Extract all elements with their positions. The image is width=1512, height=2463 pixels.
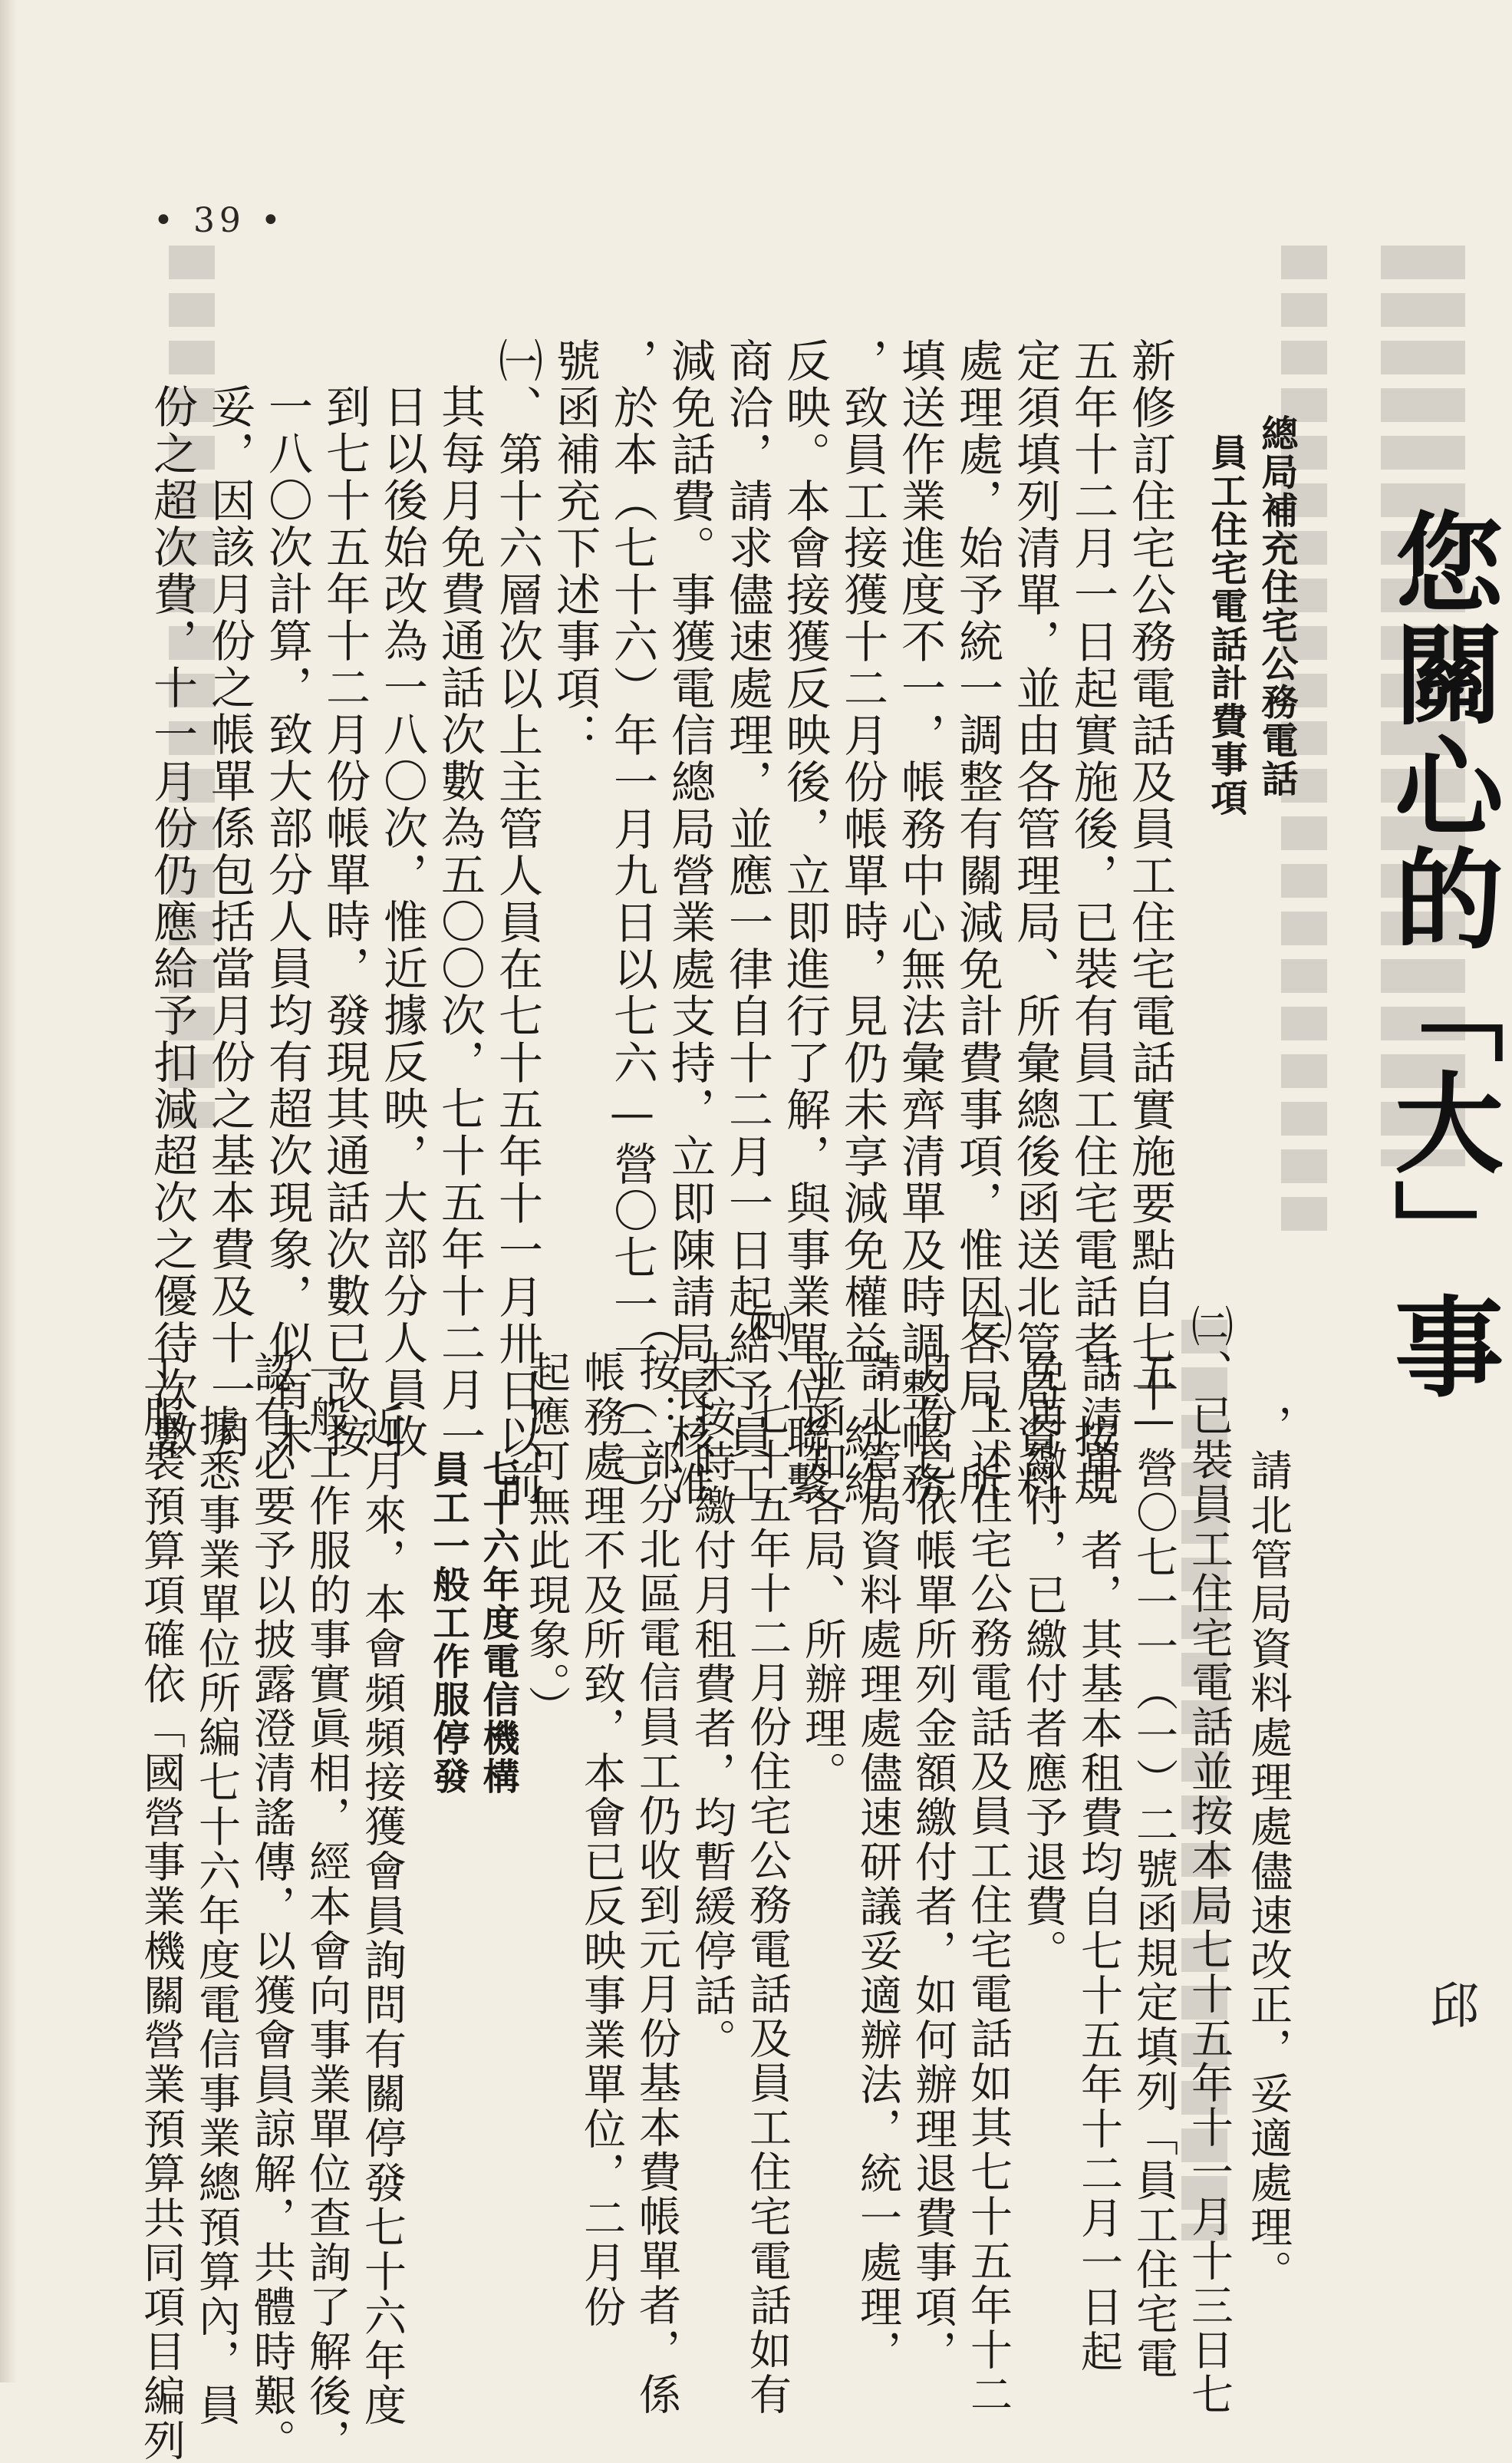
section1-column: ，於本（七十六）年一月九日以七六—營〇七一一（二） [606,338,658,1515]
section1-column: 份之超次費，十一月份仍應給予扣減超次之優待次數 [146,384,198,1460]
section1-column: 商洽，請求儘速處理，並應一律自十二月一日起給予員工 [721,338,773,1508]
section3-headline-line2: 員工一般工作服停發 [427,1450,469,1795]
section2-column: 免再繳付，已繳付者應予退費。 [1019,1350,1068,1973]
section3-column: 據悉事業單位所編七十六年度電信事業總預算內，員 [192,1404,241,2428]
section2-column: ㈡、已裝員工住宅電話並按本局七十五年十一月十三日七 [1184,1304,1234,2417]
section2-column: （按：部分北區電信員工仍收到元月份基本費帳單者，係 [632,1304,681,2417]
section1-column: 定須填列清單，並由各管理局、所彙總後函送北管局資料 [1009,338,1061,1508]
section2-column: 並函知各局、所辦理。 [798,1350,847,1795]
section3-headline-line1: 七十六年度電信機構 [476,1450,519,1795]
page-number: • 39 • [153,201,285,240]
section2-column: 請北管局資料處理處儘速研議妥適辦法，統一處理， [853,1350,902,2374]
section2-column: 帳務處理不及所致，本會已反映事業單位，二月份 [577,1350,626,2329]
author-byline: 邱 [1421,1980,1478,2029]
section1-column: 減免話費。事獲電信總局營業處支持，立即陳請局長核准 [664,338,716,1508]
section1-column: 其每月免費通話次數為五〇〇次，七十五年十二月一 [433,384,486,1460]
section3-column: 近月來，本會頻頻接獲會員詢問有關停發七十六年度 [357,1404,407,2428]
section1-column: 填送作業進度不一，帳務中心無法彙齊清單及時調整帳務 [894,338,946,1508]
section1-column: 號函補充下述事項： [548,338,601,759]
section2-column: 話清單」者，其基本租費均自七十五年十二月一日起 [1074,1350,1123,2374]
section3-column: 一般工作服的事實眞相，經本會向事業單位查詢了解後， [302,1350,351,2463]
section1-column: ，致員工接獲十二月份帳單時，見仍未享減免權益，紛紛 [836,338,888,1508]
section1-column: 五年十二月一日起實施後，已裝有員工住宅電話者，按規 [1066,338,1118,1508]
page-edge-shadow [0,0,17,2382]
section2-column: ，請北管局資料處理處儘速改正，妥適處理。 [1244,1404,1293,2294]
section1-column: 日以後始改為一八〇次，惟近據反映，大部分人員收 [376,384,428,1460]
section1-column: ㈠、第十六層次以上主管人員在七十五年十一月卅日以前 [491,338,543,1508]
section1-column: 一八〇次計算，致大部分人員均有超次現象，似有未 [261,384,313,1460]
section1-column: 到七十五年十二月份帳單時，發現其通話次數已改按 [318,384,371,1460]
section1-column: 新修訂住宅公務電話及員工住宅電話實施要點自七十 [1124,338,1176,1414]
section2-column: 未按時繳付月租費者，均暫緩停話。 [687,1350,736,2062]
page-title: 您關心的「大」事 [1376,506,1503,1403]
section1-headline-line1: 總局補充住宅公務電話 [1255,414,1298,798]
section2-column: 五—營〇七一一（一）二號函規定填列「員工住宅電 [1129,1350,1178,2381]
section2-column: 起應可無此現象。） [522,1350,571,1730]
section2-column: 月份已依帳單所列金額繳付者，如何辦理退費事項， [908,1350,957,2374]
section2-column: ㈢、上述住宅公務電話及員工住宅電話如其七十五年十二 [964,1304,1013,2417]
section1-headline-line2: 員工住宅電話計費事項 [1204,434,1247,817]
section1-column: 妥，因該月份之帳單係包括當月份之基本費及十一月 [203,384,255,1460]
section3-column: 工服裝預算項確依「國營事業機關營業預算共同項目編列 [137,1350,186,2463]
section1-column: 處理處，始予統一調整有關減免計費事項，惟因各局、所 [951,338,1003,1508]
section2-column: ㈣、七十五年十二月份住宅公務電話及員工住宅電話如有 [743,1304,792,2417]
section3-column: 認有必要予以披露澄清謠傳，以獲會員諒解，共體時艱。 [247,1350,296,2463]
section1-column: 反映。本會接獲反映後，立即進行了解，與事業單位聯繫 [779,338,831,1508]
